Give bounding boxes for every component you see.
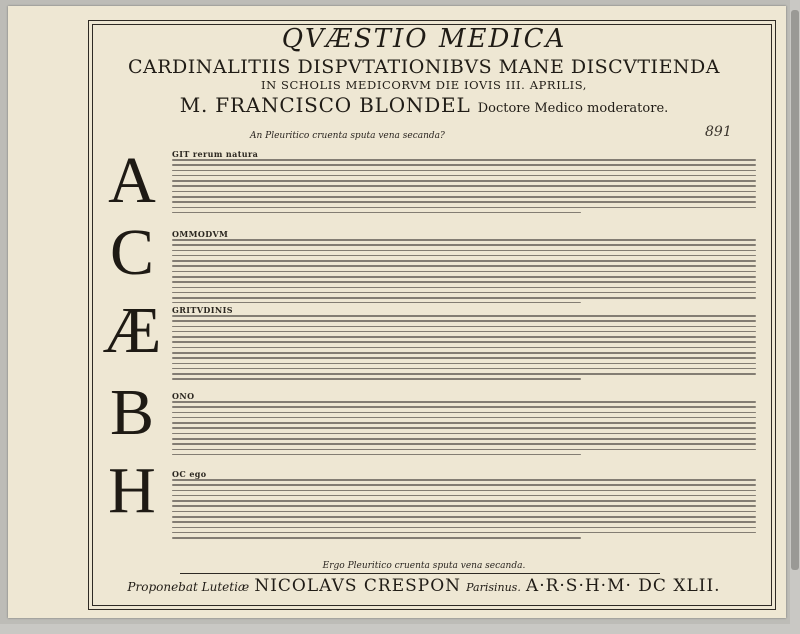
paragraph-lead: GRITVDINIS bbox=[172, 306, 233, 315]
text-line bbox=[172, 357, 756, 359]
text-line bbox=[172, 378, 581, 380]
text-line bbox=[172, 401, 756, 403]
text-line bbox=[172, 212, 581, 214]
imprint-footer bbox=[86, 576, 762, 596]
footer-author: NICOLAVS CRESPON bbox=[254, 576, 462, 596]
text-line bbox=[172, 297, 756, 299]
text-line bbox=[172, 368, 756, 370]
text-line bbox=[172, 495, 756, 497]
paragraph-body bbox=[172, 479, 756, 539]
text-line bbox=[172, 511, 756, 513]
vertical-scrollbar[interactable] bbox=[790, 0, 800, 634]
text-line bbox=[172, 250, 756, 252]
conclusion-line: Ergo Pleuritico cruenta sputa vena secanda. bbox=[322, 561, 526, 571]
text-line bbox=[172, 406, 756, 408]
text-line bbox=[172, 500, 756, 502]
title-line-2: CARDINALITIIS DISPVTATIONIBVS MANE DISCVTIENDA bbox=[127, 56, 721, 78]
text-line bbox=[172, 255, 756, 257]
text-line bbox=[172, 516, 756, 518]
initial-letter: A bbox=[108, 144, 156, 217]
text-line bbox=[172, 315, 756, 317]
text-line bbox=[172, 433, 756, 435]
text-line bbox=[172, 196, 756, 198]
question-motto: An Pleuritico cruenta sputa vena secanda? bbox=[250, 131, 445, 141]
text-line bbox=[172, 292, 756, 294]
paragraph-body bbox=[172, 239, 756, 303]
initial-letter: B bbox=[109, 376, 155, 449]
text-line bbox=[172, 175, 756, 177]
footer-date: A·R·S·H·M· DC XLII. bbox=[525, 576, 721, 596]
text-line bbox=[172, 281, 756, 283]
text-line bbox=[172, 276, 756, 278]
footer-rule bbox=[180, 573, 660, 574]
text-line bbox=[172, 352, 756, 354]
text-line bbox=[172, 527, 756, 529]
text-line bbox=[172, 521, 756, 523]
paragraph-lead: ONO bbox=[172, 392, 195, 401]
text-line bbox=[172, 537, 581, 539]
text-line bbox=[172, 484, 756, 486]
scrollbar-thumb[interactable] bbox=[791, 10, 799, 570]
text-line bbox=[172, 347, 756, 349]
footer-proponebat: Proponebat Lutetiæ bbox=[127, 580, 250, 594]
text-line bbox=[172, 170, 756, 172]
text-line bbox=[172, 449, 756, 451]
title-block bbox=[86, 24, 762, 121]
footer-origin: Parisinus. bbox=[466, 581, 521, 594]
text-line bbox=[172, 185, 756, 187]
text-line bbox=[172, 164, 756, 166]
initial-letter: Æ bbox=[102, 294, 162, 367]
text-line bbox=[172, 454, 581, 456]
text-line bbox=[172, 341, 756, 343]
text-line bbox=[172, 373, 756, 375]
initial-letter: H bbox=[108, 454, 156, 527]
moderator-role: Doctore Medico moderatore. bbox=[477, 101, 669, 116]
paragraph-lead: OC ego bbox=[172, 470, 207, 479]
text-line bbox=[172, 417, 756, 419]
text-line bbox=[172, 326, 756, 328]
paragraph bbox=[172, 150, 756, 216]
text-line bbox=[172, 505, 756, 507]
folio-number: 891 bbox=[705, 124, 732, 140]
text-line bbox=[172, 422, 756, 424]
paragraph bbox=[172, 306, 756, 386]
text-line bbox=[172, 336, 756, 338]
text-line bbox=[172, 302, 581, 303]
initial-letter: C bbox=[109, 216, 155, 289]
paragraph-lead: GIT rerum natura bbox=[172, 150, 259, 159]
text-line bbox=[172, 207, 756, 209]
paragraph bbox=[172, 392, 756, 464]
text-line bbox=[172, 532, 756, 534]
text-line bbox=[172, 244, 756, 246]
text-line bbox=[172, 443, 756, 445]
paragraph-body bbox=[172, 315, 756, 380]
title-line-1: QVÆSTIO MEDICA bbox=[281, 24, 567, 54]
text-line bbox=[172, 331, 756, 333]
horizontal-scrollbar[interactable] bbox=[0, 624, 790, 634]
text-line bbox=[172, 363, 756, 365]
paragraph bbox=[172, 470, 756, 556]
text-line bbox=[172, 191, 756, 193]
text-line bbox=[172, 412, 756, 414]
text-line bbox=[172, 320, 756, 322]
title-line-4 bbox=[86, 93, 762, 121]
paragraph-lead: OMMODVM bbox=[172, 230, 229, 239]
text-line bbox=[172, 479, 756, 481]
text-line bbox=[172, 239, 756, 241]
paragraph bbox=[172, 230, 756, 303]
text-line bbox=[172, 490, 756, 492]
text-line bbox=[172, 159, 756, 161]
title-line-3: IN SCHOLIS MEDICORVM DIE IOVIS III. APRILIS, bbox=[260, 78, 588, 92]
moderator-name: M. FRANCISCO BLONDEL bbox=[179, 93, 471, 117]
text-line bbox=[172, 287, 756, 289]
text-line bbox=[172, 438, 756, 440]
text-line bbox=[172, 201, 756, 203]
text-line bbox=[172, 180, 756, 182]
text-line bbox=[172, 271, 756, 273]
paragraph-body bbox=[172, 401, 756, 455]
text-line bbox=[172, 260, 756, 262]
text-line bbox=[172, 265, 756, 267]
paragraph-body bbox=[172, 159, 756, 213]
text-line bbox=[172, 427, 756, 429]
